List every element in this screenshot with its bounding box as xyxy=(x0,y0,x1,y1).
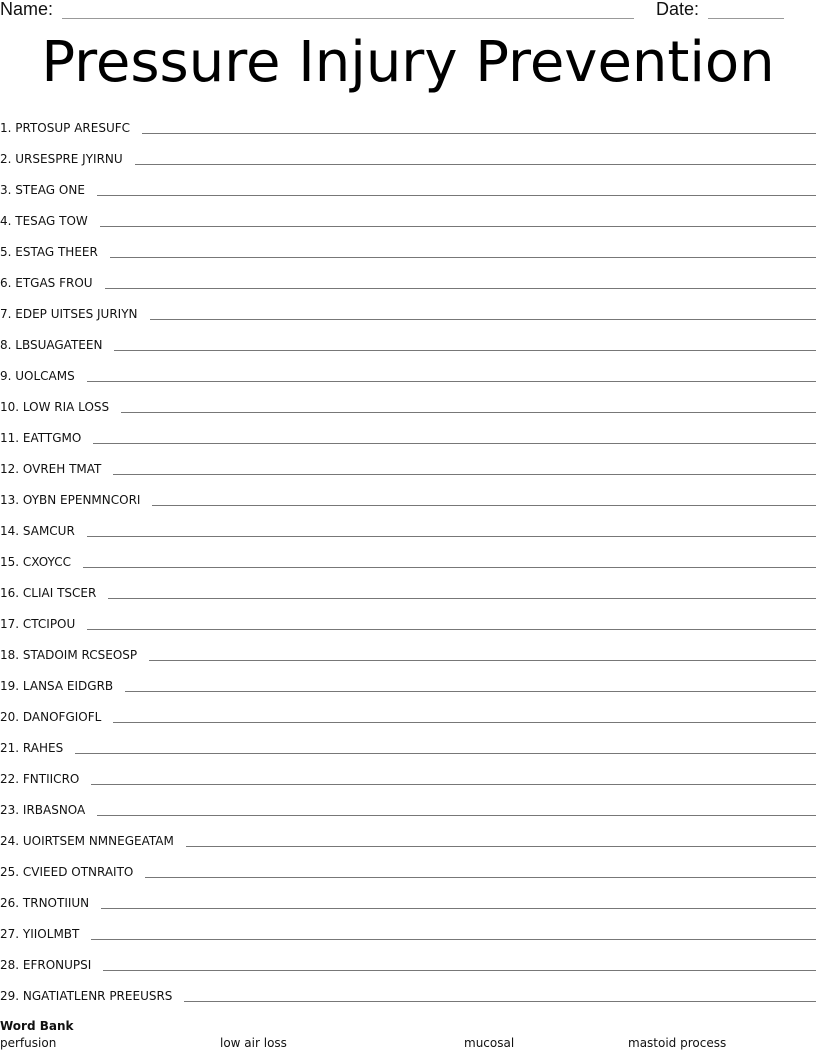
clue-label: 9. UOLCAMS xyxy=(0,369,75,383)
answer-line[interactable] xyxy=(101,908,816,909)
page-title: Pressure Injury Prevention xyxy=(41,30,775,95)
clue-row xyxy=(0,509,816,540)
answer-line[interactable] xyxy=(91,939,816,940)
answer-line[interactable] xyxy=(149,660,816,661)
clue-row xyxy=(0,633,816,664)
clue-label: 27. YIIOLMBT xyxy=(0,927,80,941)
clue-label: 20. DANOFGIOFL xyxy=(0,710,102,724)
name-field[interactable] xyxy=(62,18,634,19)
clue-row xyxy=(0,261,816,292)
clue-row xyxy=(0,416,816,447)
answer-line[interactable] xyxy=(121,412,816,413)
clue-row xyxy=(0,478,816,509)
word-bank-title: Word Bank xyxy=(0,1019,74,1033)
clue-row xyxy=(0,695,816,726)
answer-line[interactable] xyxy=(87,536,816,537)
answer-line[interactable] xyxy=(113,722,816,723)
answer-line[interactable] xyxy=(97,815,816,816)
clue-label: 1. PRTOSUP ARESUFC xyxy=(0,121,131,135)
clue-label: 3. STEAG ONE xyxy=(0,183,85,197)
answer-line[interactable] xyxy=(125,691,816,692)
clue-row xyxy=(0,447,816,478)
answer-line[interactable] xyxy=(105,288,816,289)
clue-row xyxy=(0,323,816,354)
answer-line[interactable] xyxy=(103,970,816,971)
clue-label: 13. OYBN EPENMNCORI xyxy=(0,493,141,507)
clue-row xyxy=(0,571,816,602)
clue-label: 17. CTCIPOU xyxy=(0,617,76,631)
answer-line[interactable] xyxy=(91,784,816,785)
answer-line[interactable] xyxy=(97,195,816,196)
clue-label: 29. NGATIATLENR PREEUSRS xyxy=(0,989,173,1003)
answer-line[interactable] xyxy=(93,443,816,444)
clue-label: 12. OVREH TMAT xyxy=(0,462,102,476)
clue-row xyxy=(0,106,816,137)
answer-line[interactable] xyxy=(100,226,816,227)
clue-label: 15. CXOYCC xyxy=(0,555,71,569)
answer-line[interactable] xyxy=(184,1001,816,1002)
answer-line[interactable] xyxy=(114,350,816,351)
header xyxy=(0,0,816,24)
date-field[interactable] xyxy=(708,18,784,19)
word-bank-words xyxy=(0,1034,816,1052)
word-bank xyxy=(0,1018,816,1052)
clue-label: 8. LBSUAGATEEN xyxy=(0,338,103,352)
answer-line[interactable] xyxy=(108,598,816,599)
clue-row xyxy=(0,230,816,261)
answer-line[interactable] xyxy=(110,257,816,258)
clue-row xyxy=(0,199,816,230)
clue-label: 24. UOIRTSEM NMNEGEATAM xyxy=(0,834,174,848)
clue-row xyxy=(0,292,816,323)
clue-row xyxy=(0,137,816,168)
answer-line[interactable] xyxy=(87,381,816,382)
clue-list xyxy=(0,106,816,1005)
date-label: Date: xyxy=(656,0,700,19)
clue-label: 23. IRBASNOA xyxy=(0,803,86,817)
word-bank-word: mucosal xyxy=(464,1036,515,1050)
clue-row xyxy=(0,912,816,943)
clue-label: 22. FNTIICRO xyxy=(0,772,80,786)
clue-label: 2. URSESPRE JYIRNU xyxy=(0,152,123,166)
answer-line[interactable] xyxy=(135,164,816,165)
clue-label: 14. SAMCUR xyxy=(0,524,75,538)
answer-line[interactable] xyxy=(150,319,816,320)
clue-row xyxy=(0,850,816,881)
clue-label: 26. TRNOTIIUN xyxy=(0,896,90,910)
clue-row xyxy=(0,974,816,1005)
clue-row xyxy=(0,943,816,974)
clue-row xyxy=(0,602,816,633)
clue-row xyxy=(0,757,816,788)
clue-row xyxy=(0,788,816,819)
clue-label: 6. ETGAS FROU xyxy=(0,276,93,290)
clue-label: 11. EATTGMO xyxy=(0,431,82,445)
clue-row xyxy=(0,385,816,416)
answer-line[interactable] xyxy=(145,877,816,878)
clue-label: 18. STADOIM RCSEOSP xyxy=(0,648,138,662)
answer-line[interactable] xyxy=(75,753,816,754)
word-bank-word: mastoid process xyxy=(628,1036,727,1050)
answer-line[interactable] xyxy=(83,567,816,568)
answer-line[interactable] xyxy=(87,629,816,630)
clue-row xyxy=(0,168,816,199)
clue-label: 4. TESAG TOW xyxy=(0,214,88,228)
clue-row xyxy=(0,726,816,757)
clue-label: 25. CVIEED OTNRAITO xyxy=(0,865,134,879)
clue-row xyxy=(0,354,816,385)
clue-label: 5. ESTAG THEER xyxy=(0,245,98,259)
clue-label: 21. RAHES xyxy=(0,741,64,755)
word-bank-word: perfusion xyxy=(0,1036,57,1050)
answer-line[interactable] xyxy=(186,846,816,847)
answer-line[interactable] xyxy=(113,474,816,475)
clue-label: 7. EDEP UITSES JURIYN xyxy=(0,307,138,321)
clue-row xyxy=(0,819,816,850)
clue-row xyxy=(0,881,816,912)
answer-line[interactable] xyxy=(142,133,816,134)
clue-label: 10. LOW RIA LOSS xyxy=(0,400,110,414)
clue-label: 28. EFRONUPSI xyxy=(0,958,92,972)
word-bank-word: low air loss xyxy=(220,1036,287,1050)
clue-label: 19. LANSA EIDGRB xyxy=(0,679,114,693)
clue-row xyxy=(0,540,816,571)
clue-row xyxy=(0,664,816,695)
clue-label: 16. CLIAI TSCER xyxy=(0,586,97,600)
name-label: Name: xyxy=(0,0,54,19)
answer-line[interactable] xyxy=(152,505,816,506)
